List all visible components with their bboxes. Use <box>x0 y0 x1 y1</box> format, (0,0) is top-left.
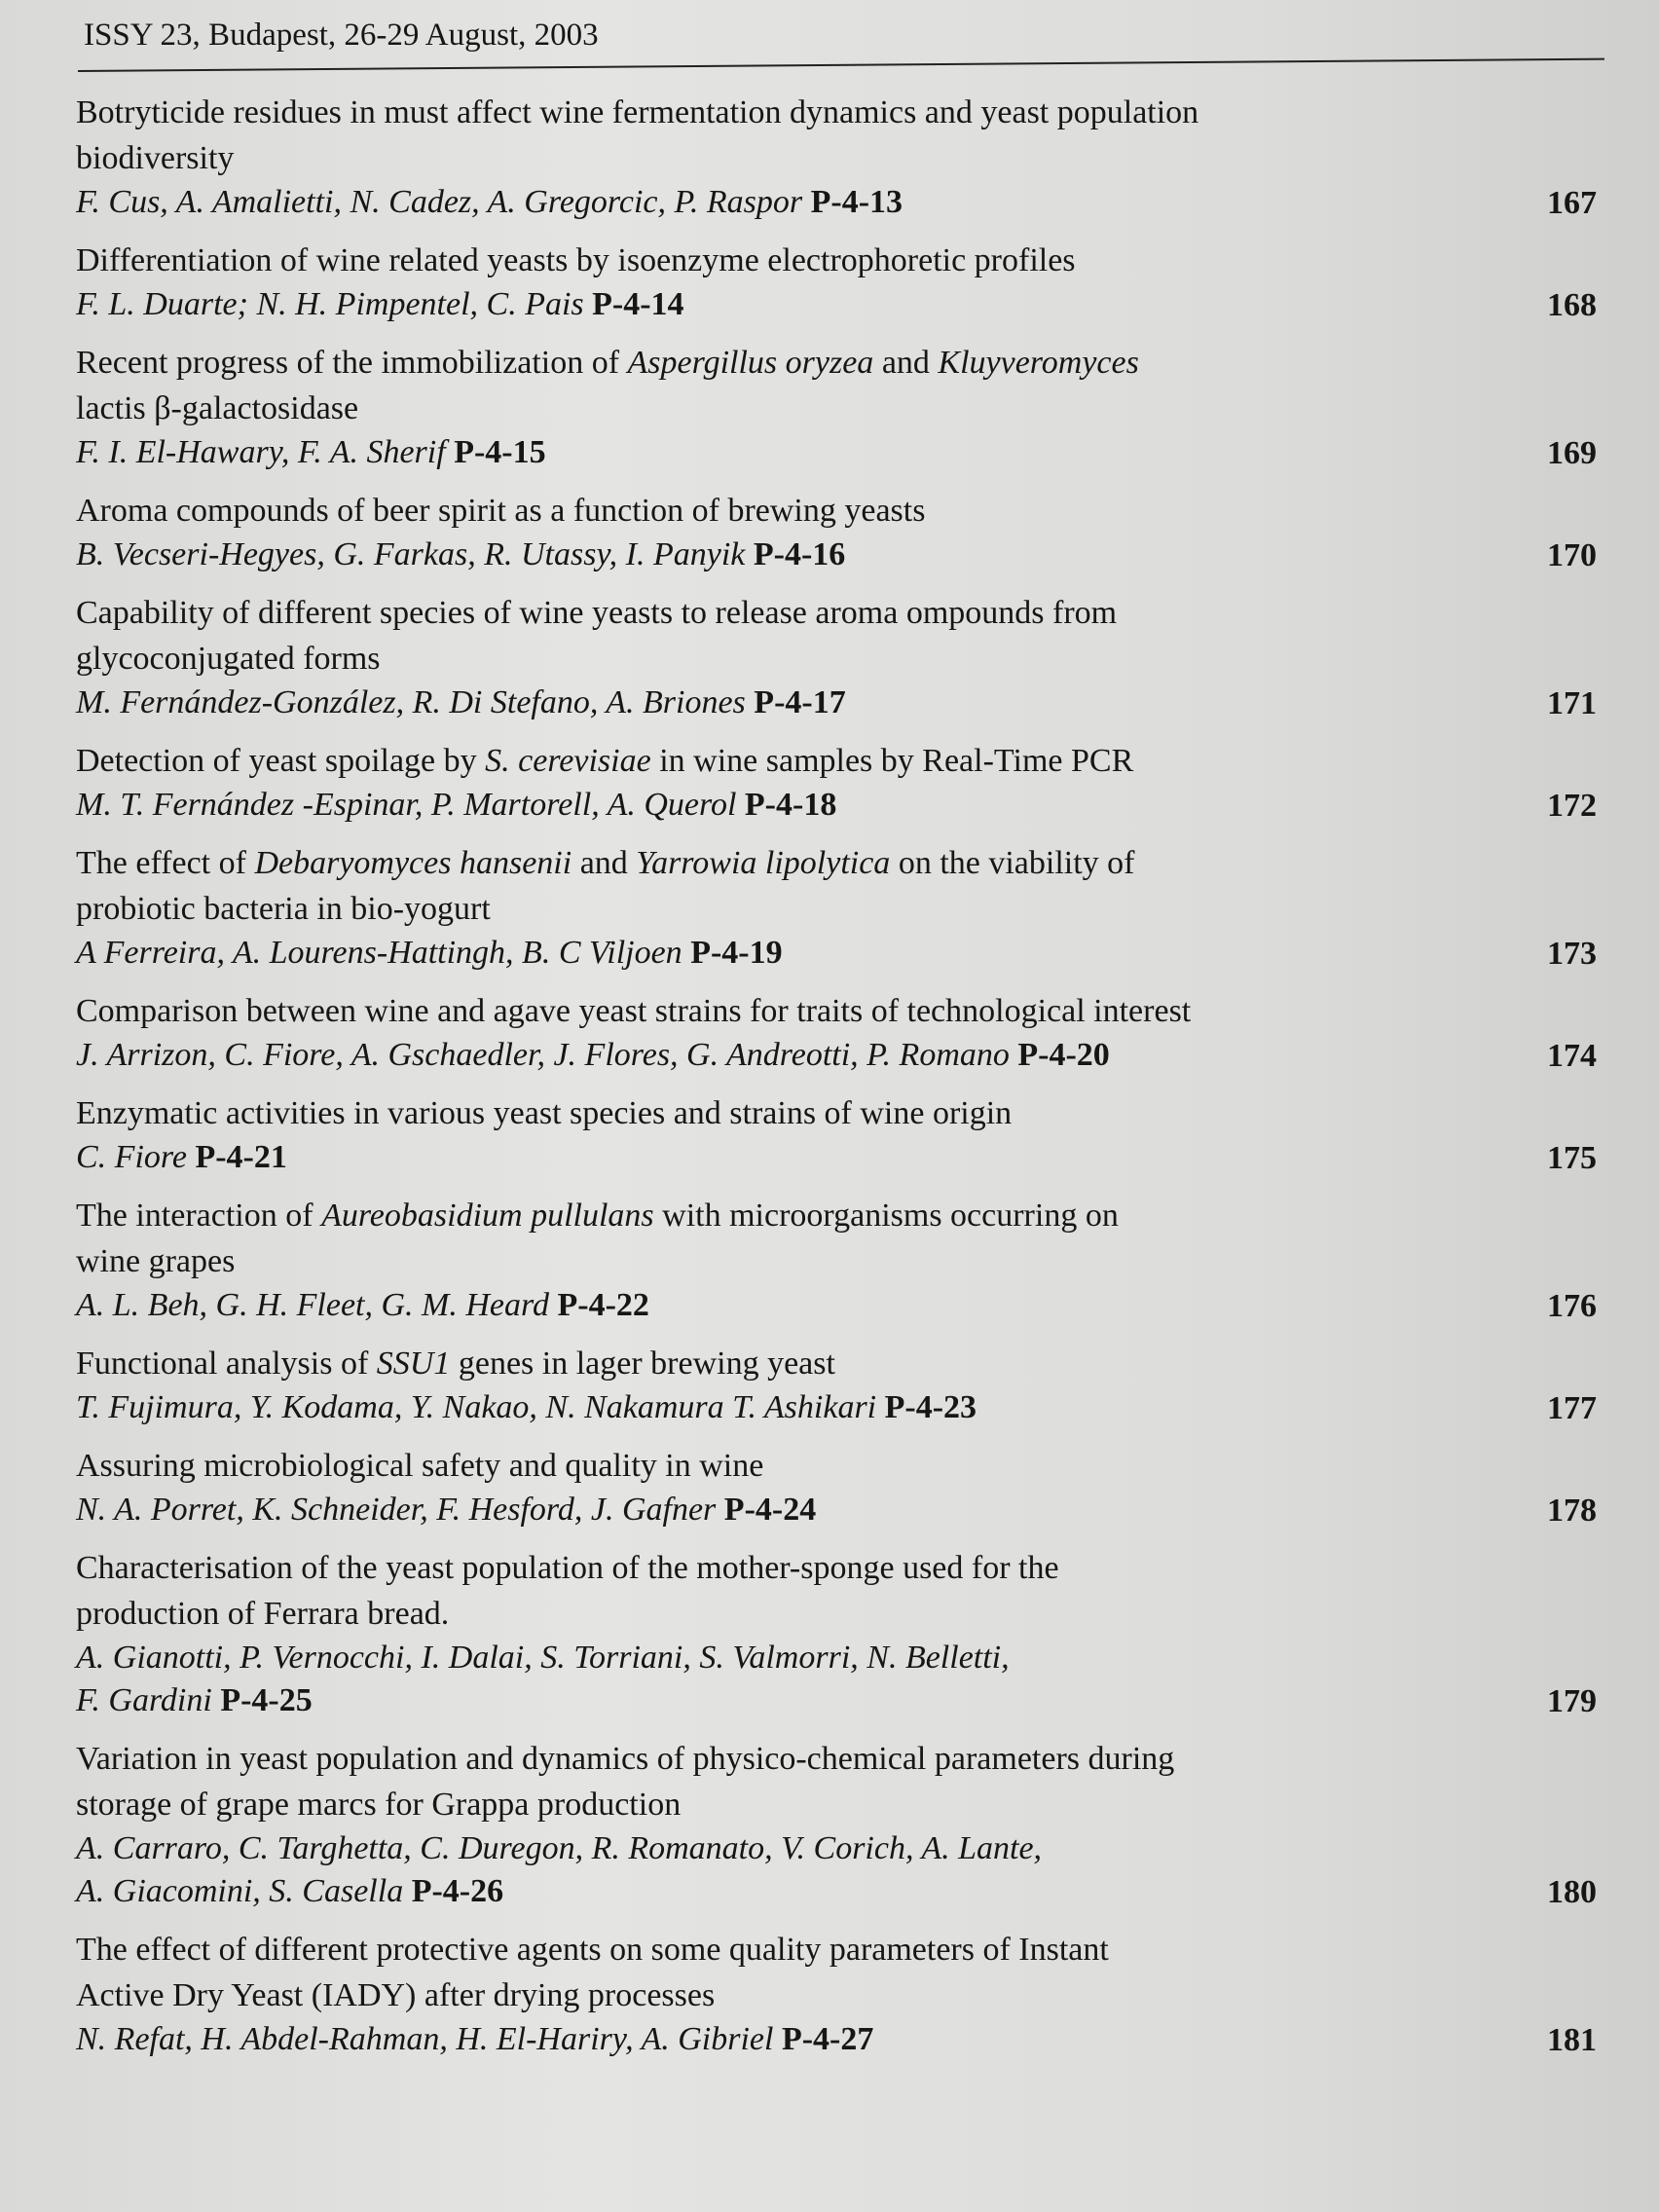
title-text: Recent progress of the immobilization of <box>76 345 628 381</box>
title-text: Comparison between wine and agave yeast strains for traits of technological interest <box>76 993 1192 1029</box>
author-names: N. Refat, H. Abdel-Rahman, H. El-Hariry, A. Gibriel <box>76 2021 782 2057</box>
author-names: F. Cus, A. Amalietti, N. Cadez, A. Gregorcic, P. Raspor <box>76 184 811 220</box>
author-names: A. L. Beh, G. H. Fleet, G. M. Heard <box>76 1287 558 1323</box>
page-number: 175 <box>1547 1140 1597 1176</box>
entry-authors <box>76 682 1497 724</box>
page-number: 178 <box>1547 1493 1597 1529</box>
contents-entry <box>76 1090 1604 1179</box>
entry-title <box>76 1193 1497 1284</box>
title-text: Differentiation of wine related yeasts by isoenzyme electrophoretic profiles <box>76 242 1076 278</box>
contents-entry <box>76 840 1604 975</box>
entry-authors <box>76 1284 1497 1327</box>
page-number: 167 <box>1547 185 1597 221</box>
page-number: 174 <box>1547 1038 1597 1074</box>
entry-authors <box>76 1136 1497 1179</box>
entry-title <box>76 1545 1497 1637</box>
title-text: Aroma compounds of beer spirit as a function of brewing yeasts <box>76 493 926 529</box>
species-name: Kluyveromyces <box>938 345 1139 381</box>
entry-title <box>76 340 1497 431</box>
title-text: Detection of yeast spoilage by <box>76 743 486 779</box>
entry-authors <box>76 1034 1497 1077</box>
entry-title <box>76 1443 1497 1489</box>
title-text: genes in lager brewing yeast <box>450 1346 835 1382</box>
title-text: Assuring microbiological safety and quality in wine <box>76 1448 764 1484</box>
title-text: Capability of different species of wine yeasts to release aroma ompounds from glycoconjugated forms <box>76 595 1118 677</box>
entry-authors <box>76 1489 1497 1531</box>
entry-title <box>76 738 1497 784</box>
page-number: 177 <box>1547 1390 1597 1426</box>
title-text: and <box>571 845 637 881</box>
contents-entry <box>76 90 1604 224</box>
poster-code: P-4-18 <box>744 787 837 823</box>
species-name: Aureobasidium pullulans <box>321 1198 654 1234</box>
poster-code: P-4-15 <box>454 434 546 470</box>
title-text: and <box>873 345 939 381</box>
contents-entry <box>76 340 1604 474</box>
poster-code: P-4-23 <box>884 1389 977 1425</box>
contents-entry <box>76 488 1604 576</box>
contents-entry <box>76 1193 1604 1327</box>
contents-entry <box>76 238 1604 326</box>
author-names: F. L. Duarte; N. H. Pimpentel, C. Pais <box>76 286 593 322</box>
author-names: M. T. Fernández -Espinar, P. Martorell, A. Querol <box>76 787 745 823</box>
title-text: Variation in yeast population and dynamics of physico-chemical parameters during storage of grape marcs for Grappa production <box>76 1741 1175 1823</box>
poster-code: P-4-26 <box>411 1873 504 1909</box>
contents-entry <box>76 1545 1604 1722</box>
entry-title <box>76 1341 1497 1386</box>
contents-entry <box>76 738 1604 827</box>
page-number: 169 <box>1547 435 1597 471</box>
poster-code: P-4-22 <box>557 1287 649 1323</box>
species-name: Aspergillus oryzea <box>627 345 874 381</box>
running-header: ISSY 23, Budapest, 26-29 August, 2003 <box>84 18 599 53</box>
title-text: The effect of <box>76 845 255 881</box>
poster-code: P-4-17 <box>754 684 846 720</box>
entry-authors <box>76 2018 1497 2061</box>
species-name: SSU1 <box>376 1346 451 1382</box>
contents-list <box>76 90 1604 2075</box>
title-text: The effect of different protective agents on some quality parameters of Instant Active Dry Yeast (IADY) after drying processes <box>76 1932 1109 2013</box>
title-text: on the viability of probiotic bacteria in bio-yogurt <box>76 845 1135 927</box>
author-names: B. Vecseri-Hegyes, G. Farkas, R. Utassy, I. Panyik <box>76 536 754 572</box>
author-names: C. Fiore <box>76 1139 196 1175</box>
poster-code: P-4-14 <box>592 286 684 322</box>
entry-authors <box>76 534 1497 576</box>
page-number: 170 <box>1547 537 1597 573</box>
entry-authors <box>76 784 1497 827</box>
poster-code: P-4-27 <box>781 2021 874 2057</box>
page-number: 168 <box>1547 287 1597 323</box>
title-text: in wine samples by Real-Time PCR <box>650 743 1134 779</box>
page-number: 173 <box>1547 936 1597 972</box>
author-names: J. Arrizon, C. Fiore, A. Gschaedler, J. Flores, G. Andreotti, P. Romano <box>76 1037 1018 1073</box>
poster-code: P-4-13 <box>810 184 903 220</box>
author-names: A. Carraro, C. Targhetta, C. Duregon, R. Romanato, V. Corich, A. Lante, A. Giacomini, S. Casella <box>76 1830 1043 1909</box>
entry-title <box>76 1090 1497 1136</box>
poster-code: P-4-25 <box>220 1682 313 1718</box>
entry-authors <box>76 431 1497 474</box>
contents-entry <box>76 988 1604 1077</box>
poster-code: P-4-20 <box>1017 1037 1110 1073</box>
contents-entry <box>76 590 1604 724</box>
poster-code: P-4-21 <box>195 1139 287 1175</box>
title-text: Functional analysis of <box>76 1346 377 1382</box>
header-rule <box>78 58 1604 72</box>
entry-title <box>76 1927 1497 2018</box>
author-names: M. Fernández-González, R. Di Stefano, A. Briones <box>76 684 755 720</box>
page-number: 171 <box>1547 685 1597 721</box>
title-text: Characterisation of the yeast population of the mother-sponge used for the production of Ferrara bread. <box>76 1550 1059 1632</box>
author-names: T. Fujimura, Y. Kodama, Y. Nakao, N. Nakamura T. Ashikari <box>76 1389 885 1425</box>
page-number: 180 <box>1547 1874 1597 1910</box>
entry-authors <box>76 932 1497 975</box>
page-number: 181 <box>1547 2022 1597 2058</box>
entry-title <box>76 90 1497 181</box>
entry-title <box>76 840 1497 932</box>
entry-authors <box>76 1386 1497 1429</box>
entry-authors <box>76 1637 1497 1722</box>
contents-entry <box>76 1443 1604 1531</box>
page-number: 172 <box>1547 788 1597 824</box>
author-names: A. Gianotti, P. Vernocchi, I. Dalai, S. Torriani, S. Valmorri, N. Belletti, F. Gardini <box>76 1640 1010 1718</box>
page-number: 179 <box>1547 1683 1597 1719</box>
poster-code: P-4-16 <box>753 536 846 572</box>
species-name: Yarrowia lipolytica <box>636 845 891 881</box>
title-text: with microorganisms occurring on wine grapes <box>76 1198 1119 1279</box>
title-text: The interaction of <box>76 1198 322 1234</box>
entry-title <box>76 238 1497 283</box>
entry-title <box>76 988 1497 1034</box>
entry-authors <box>76 283 1497 326</box>
poster-code: P-4-24 <box>723 1492 817 1528</box>
title-text: Enzymatic activities in various yeast species and strains of wine origin <box>76 1095 1013 1131</box>
entry-title <box>76 1736 1497 1827</box>
contents-entry <box>76 1927 1604 2061</box>
title-text: Botryticide residues in must affect wine fermentation dynamics and yeast population biodiversity <box>76 94 1199 176</box>
page-number: 176 <box>1547 1288 1597 1324</box>
poster-code: P-4-19 <box>690 935 783 971</box>
entry-title <box>76 488 1497 534</box>
contents-entry <box>76 1736 1604 1913</box>
title-text: lactis β-galactosidase <box>76 390 359 426</box>
author-names: A Ferreira, A. Lourens-Hattingh, B. C Viljoen <box>76 935 691 971</box>
contents-entry <box>76 1341 1604 1429</box>
species-name: S. cerevisiae <box>485 743 651 779</box>
entry-authors <box>76 1827 1497 1913</box>
author-names: N. A. Porret, K. Schneider, F. Hesford, J. Gafner <box>76 1492 724 1528</box>
entry-authors <box>76 181 1497 224</box>
author-names: F. I. El-Hawary, F. A. Sherif <box>76 434 455 470</box>
species-name: Debaryomyces hansenii <box>254 845 572 881</box>
entry-title <box>76 590 1497 682</box>
